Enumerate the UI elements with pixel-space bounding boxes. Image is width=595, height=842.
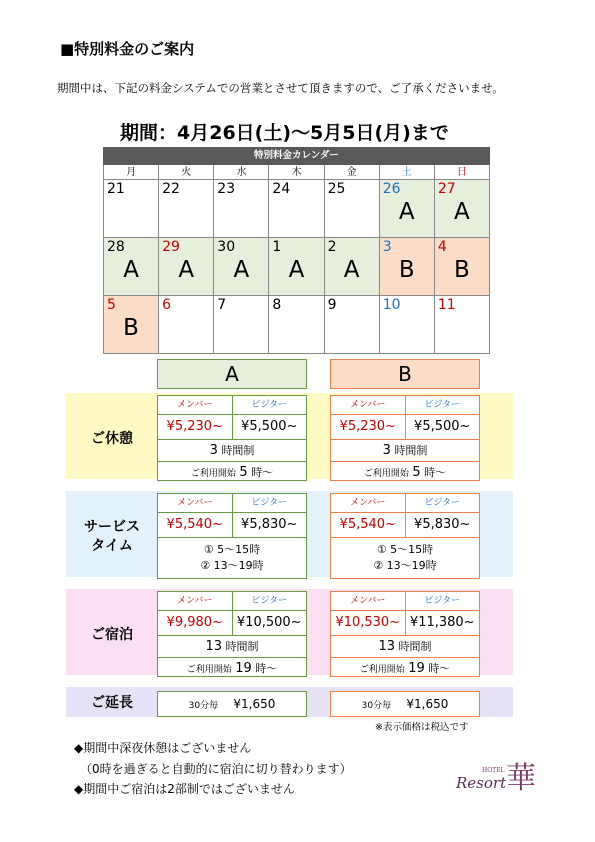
stay-price-box xyxy=(157,591,307,677)
visitor-price: ¥5,500~ xyxy=(414,419,471,434)
day-number: 2 xyxy=(327,239,337,255)
start-unit: 時～ xyxy=(428,662,451,675)
day-number: 24 xyxy=(272,181,291,197)
day-number: 4 xyxy=(437,239,447,255)
calendar-day xyxy=(269,180,324,238)
rate-plan: A xyxy=(233,257,250,283)
visitor-price: ¥10,500~ xyxy=(236,615,302,630)
page-heading: ■特別料金のご案内 xyxy=(60,40,195,58)
day-number: 26 xyxy=(382,181,401,197)
price-header-row xyxy=(158,494,306,513)
rate-plan: B xyxy=(123,315,139,341)
duration-line xyxy=(158,440,306,462)
visitor-price: ¥5,830~ xyxy=(241,517,298,532)
special-rate-calendar xyxy=(103,147,490,354)
price-header-row xyxy=(158,592,306,611)
calendar-day xyxy=(269,238,324,296)
calendar-day xyxy=(214,238,269,296)
service-time-2: ② 13～19時 xyxy=(373,559,437,572)
start-unit: 時～ xyxy=(424,466,447,479)
extension-price: ¥1,650 xyxy=(406,697,449,711)
extension-price-box xyxy=(330,691,480,717)
service-time-1: ① 5～15時 xyxy=(203,543,261,556)
day-number: 5 xyxy=(107,297,116,313)
service-price-box xyxy=(330,493,480,579)
rate-plan: B xyxy=(454,257,470,283)
visitor-label: ビジター xyxy=(424,400,461,410)
calendar-day xyxy=(159,238,214,296)
calendar-day xyxy=(269,296,324,354)
visitor-price: ¥5,500~ xyxy=(241,419,298,434)
duration-unit: 時間制 xyxy=(225,640,259,653)
calendar-day xyxy=(104,296,159,354)
calendar-day xyxy=(214,180,269,238)
visitor-label: ビジター xyxy=(251,498,288,508)
calendar-weeks xyxy=(103,180,490,354)
member-price: ¥5,540~ xyxy=(158,513,233,537)
calendar-day xyxy=(214,296,269,354)
duration-line xyxy=(331,440,479,462)
member-label: メンバー xyxy=(158,396,233,414)
row-label-extension: ご延長 xyxy=(91,695,133,711)
row-label-stay: ご宿泊 xyxy=(91,627,133,643)
calendar-day xyxy=(435,238,490,296)
day-number: 6 xyxy=(162,297,172,313)
start-hour: 5 xyxy=(412,465,421,480)
duration-unit: 時間制 xyxy=(221,444,255,457)
service-price-box xyxy=(157,493,307,579)
stay-price-box xyxy=(330,591,480,677)
service-times xyxy=(331,538,479,580)
price-value-row xyxy=(158,415,306,440)
price-value-row xyxy=(331,513,479,538)
price-value-row xyxy=(331,611,479,636)
note-2: （0時を過ぎると自動的に宿泊に切り替わります） xyxy=(80,762,352,776)
start-time-line xyxy=(331,658,479,679)
day-number: 21 xyxy=(107,181,125,197)
member-price: ¥9,980~ xyxy=(158,611,233,635)
note-3: ◆期間中ご宿泊は2部制ではございません xyxy=(74,782,295,796)
duration-line xyxy=(331,636,479,658)
calendar-day xyxy=(104,238,159,296)
member-price: ¥5,230~ xyxy=(158,415,233,439)
plan-name: A xyxy=(157,359,307,389)
day-number: 11 xyxy=(437,297,456,313)
start-time-line xyxy=(331,462,479,483)
price-header-row xyxy=(331,592,479,611)
start-hour: 5 xyxy=(239,465,248,480)
member-label: メンバー xyxy=(158,592,233,610)
member-label: メンバー xyxy=(331,396,406,414)
calendar-week xyxy=(103,296,490,354)
price-header-row xyxy=(331,494,479,513)
plan-name: B xyxy=(330,359,480,389)
row-label-service-line2: タイム xyxy=(91,538,133,554)
tax-note: ※表示価格は税込です xyxy=(375,722,469,733)
start-hour: 19 xyxy=(408,661,425,676)
intro-text: 期間中は、下記の料金システムでの営業とさせて頂きますので、ご了承くださいませ。 xyxy=(57,81,504,95)
weekday: 金 xyxy=(325,165,380,180)
rate-plan: A xyxy=(288,257,305,283)
calendar-day xyxy=(325,180,380,238)
logo-kanji: 華 xyxy=(506,761,536,796)
price-value-row xyxy=(331,415,479,440)
weekday: 水 xyxy=(214,165,269,180)
day-number: 22 xyxy=(162,181,180,197)
calendar-day xyxy=(159,296,214,354)
start-label: ご利用開始 xyxy=(363,469,409,479)
visitor-label: ビジター xyxy=(251,596,288,606)
logo-hotel: HOTEL xyxy=(482,767,505,774)
duration-hours: 13 xyxy=(205,639,223,654)
duration-hours: 3 xyxy=(382,443,391,458)
calendar-day xyxy=(325,238,380,296)
calendar-day xyxy=(325,296,380,354)
day-number: 23 xyxy=(217,181,236,197)
period-title: 期間：4月26日(土)～5月5日(月)まで xyxy=(120,122,449,144)
start-label: ご利用開始 xyxy=(186,665,232,675)
price-header-row xyxy=(331,396,479,415)
calendar-week xyxy=(103,180,490,238)
day-number: 7 xyxy=(217,297,227,313)
hotel-resort-logo xyxy=(456,748,536,796)
visitor-label: ビジター xyxy=(424,498,461,508)
visitor-price: ¥5,830~ xyxy=(414,517,471,532)
day-number: 27 xyxy=(437,181,456,197)
row-label-service xyxy=(68,518,156,556)
calendar-day xyxy=(435,296,490,354)
price-value-row xyxy=(158,513,306,538)
visitor-price: ¥11,380~ xyxy=(409,615,475,630)
service-time-2: ② 13～19時 xyxy=(200,559,264,572)
start-unit: 時～ xyxy=(251,466,274,479)
start-time-line xyxy=(158,658,306,679)
extension-per: 30分毎 xyxy=(188,701,219,711)
service-time-1: ① 5～15時 xyxy=(376,543,434,556)
day-number: 28 xyxy=(107,239,125,255)
row-label-service-line1: サービス xyxy=(84,519,140,535)
note-1: ◆期間中深夜休憩はございません xyxy=(74,741,252,755)
duration-hours: 3 xyxy=(209,443,218,458)
extension-price: ¥1,650 xyxy=(233,697,276,711)
day-number: 8 xyxy=(272,297,282,313)
member-price: ¥5,540~ xyxy=(331,513,406,537)
rate-plan: A xyxy=(178,257,195,283)
day-number: 30 xyxy=(217,239,236,255)
calendar-title: 特別料金カレンダー xyxy=(103,147,490,165)
member-label: メンバー xyxy=(158,494,233,512)
calendar-day xyxy=(104,180,159,238)
day-number: 25 xyxy=(327,181,346,197)
duration-line xyxy=(158,636,306,658)
extension-per: 30分毎 xyxy=(361,701,392,711)
calendar-week xyxy=(103,238,490,296)
row-label-rest: ご休憩 xyxy=(91,431,133,447)
rest-price-box xyxy=(157,395,307,481)
rate-plan: A xyxy=(454,199,470,225)
plan-a-column xyxy=(157,359,307,717)
extension-price-box xyxy=(157,691,307,717)
member-price: ¥5,230~ xyxy=(331,415,406,439)
rate-plan: A xyxy=(343,257,360,283)
visitor-label: ビジター xyxy=(251,400,288,410)
duration-unit: 時間制 xyxy=(394,444,428,457)
calendar-day xyxy=(435,180,490,238)
start-time-line xyxy=(158,462,306,483)
visitor-label: ビジター xyxy=(424,596,461,606)
rate-plan: A xyxy=(398,199,415,225)
member-label: メンバー xyxy=(331,592,406,610)
weekday-saturday: 土 xyxy=(380,165,435,180)
rest-price-box xyxy=(330,395,480,481)
weekday-sunday: 日 xyxy=(435,165,490,180)
start-hour: 19 xyxy=(235,661,252,676)
weekday: 火 xyxy=(159,165,214,180)
price-value-row xyxy=(158,611,306,636)
weekday: 木 xyxy=(269,165,324,180)
member-label: メンバー xyxy=(331,494,406,512)
day-number: 3 xyxy=(382,239,392,255)
member-price: ¥10,530~ xyxy=(331,611,406,635)
day-number: 10 xyxy=(382,297,401,313)
calendar-day xyxy=(380,238,435,296)
plan-b-column xyxy=(330,359,480,717)
start-label: ご利用開始 xyxy=(359,665,405,675)
weekday: 月 xyxy=(104,165,159,180)
calendar-weekdays xyxy=(103,165,490,180)
service-times xyxy=(158,538,306,580)
duration-hours: 13 xyxy=(378,639,396,654)
duration-unit: 時間制 xyxy=(398,640,432,653)
logo-text: Resort xyxy=(456,774,507,792)
day-number: 1 xyxy=(272,239,282,255)
start-label: ご利用開始 xyxy=(190,469,236,479)
rate-plan: A xyxy=(123,257,139,283)
calendar-day xyxy=(159,180,214,238)
calendar-day xyxy=(380,296,435,354)
start-unit: 時～ xyxy=(255,662,278,675)
day-number: 9 xyxy=(327,297,337,313)
price-header-row xyxy=(158,396,306,415)
day-number: 29 xyxy=(162,239,180,255)
rate-plan: B xyxy=(398,257,415,283)
calendar-day xyxy=(380,180,435,238)
